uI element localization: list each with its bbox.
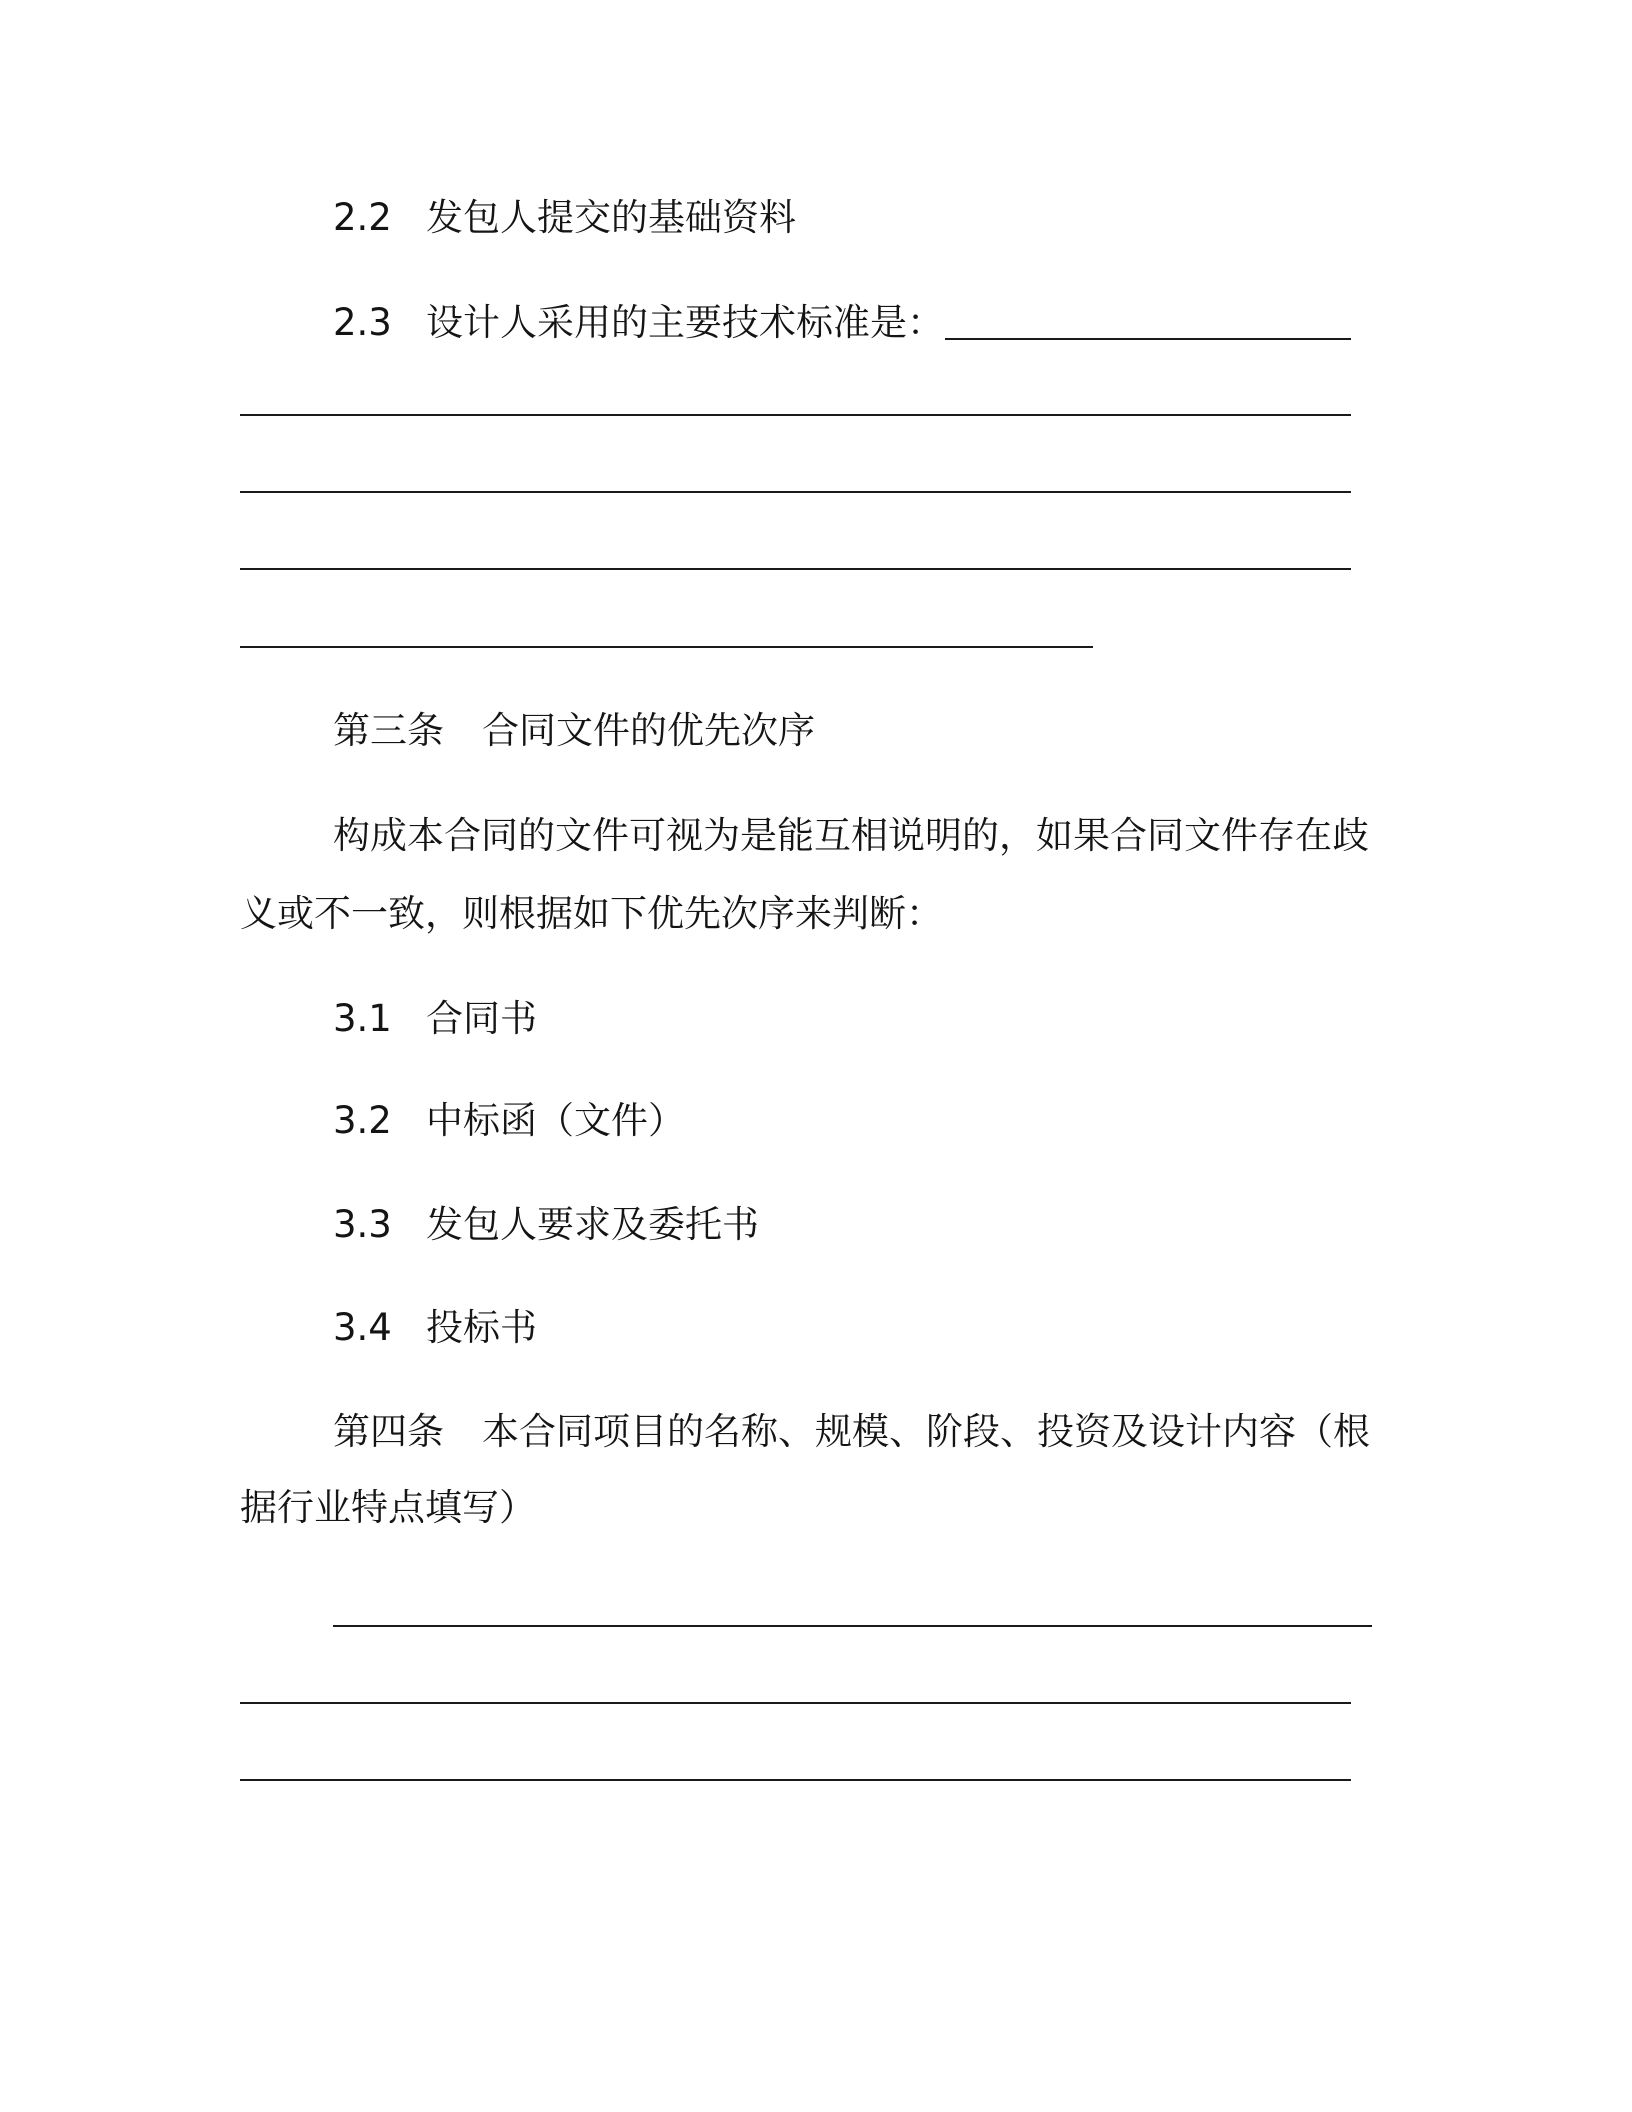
clause-2-2 <box>333 194 796 242</box>
paragraph-line: 义或不一致，则根据如下优先次序来判断： <box>240 892 943 935</box>
blank-line[interactable] <box>333 1625 1372 1627</box>
clause-3-3 <box>333 1201 759 1249</box>
article-label: 第四条 <box>333 1410 444 1453</box>
blank-line[interactable] <box>240 568 1351 570</box>
article-label: 第三条 <box>333 709 444 752</box>
article-title: 本合同项目的名称、规模、阶段、投资及设计内容（根 <box>482 1410 1370 1453</box>
clause-text: 设计人采用的主要技术标准是： <box>426 301 944 344</box>
clause-number: 2.2 <box>333 196 392 239</box>
article-3-heading <box>333 707 815 755</box>
clause-3-2 <box>333 1097 685 1145</box>
article-4-continuation: 据行业特点填写） <box>240 1486 536 1529</box>
article-title: 合同文件的优先次序 <box>482 709 815 752</box>
blank-line[interactable] <box>240 1702 1351 1704</box>
paragraph-line: 构成本合同的文件可视为是能互相说明的，如果合同文件存在歧 <box>333 814 1369 857</box>
clause-text: 中标函（文件） <box>426 1099 685 1142</box>
clause-text: 发包人要求及委托书 <box>426 1203 759 1246</box>
clause-2-3 <box>333 299 944 347</box>
clause-3-4 <box>333 1304 537 1352</box>
blank-line[interactable] <box>240 1779 1351 1781</box>
clause-number: 2.3 <box>333 301 392 344</box>
clause-number: 3.4 <box>333 1306 392 1349</box>
clause-number: 3.2 <box>333 1099 392 1142</box>
clause-text: 发包人提交的基础资料 <box>426 196 796 239</box>
clause-3-1 <box>333 995 537 1043</box>
clause-number: 3.1 <box>333 997 392 1040</box>
blank-line[interactable] <box>240 414 1351 416</box>
clause-text: 合同书 <box>426 997 537 1040</box>
article-4-heading <box>333 1408 1370 1456</box>
blank-line[interactable] <box>240 646 1093 648</box>
blank-line[interactable] <box>945 338 1351 340</box>
clause-text: 投标书 <box>426 1306 537 1349</box>
clause-number: 3.3 <box>333 1203 392 1246</box>
blank-line[interactable] <box>240 491 1351 493</box>
